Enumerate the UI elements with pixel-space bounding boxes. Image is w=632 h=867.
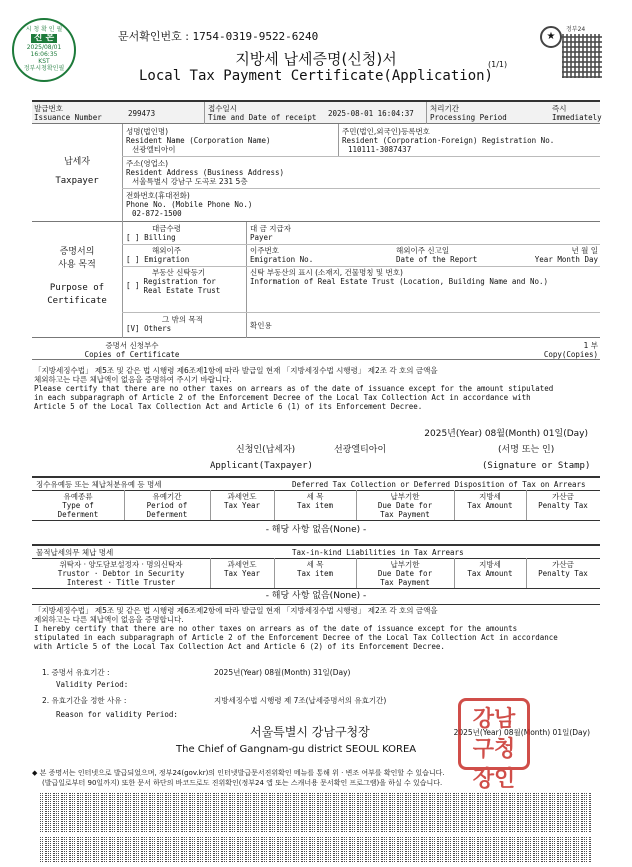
- purpose-label-ko-2: 사용 목적: [58, 260, 96, 270]
- deferral-header-2-en1: Tax Year: [223, 501, 261, 510]
- deferral-header-0-en1: Type of: [62, 501, 94, 510]
- deferral-header-6: [526, 492, 600, 510]
- statement-certify-en-1: I hereby certify that there are no other taxes on arrears as of the date of issuance except for the amounts: [34, 624, 518, 633]
- deferral-title-en: Deferred Tax Collection or Deferred Disposition of Tax on Arrears: [292, 480, 586, 489]
- trust-info-label-en: Information of Real Estate Trust (Location, Building Name and No.): [250, 277, 549, 286]
- payer-label-en: Payer: [250, 233, 273, 242]
- period-label-ko: 처리기간: [430, 104, 459, 113]
- reason-value: 지방세징수법 시행령 제 7조(납세증명서의 유효기간): [214, 696, 387, 705]
- inkind-header-5: [526, 560, 600, 578]
- emigration-label-ko: 해외이주: [152, 246, 181, 255]
- deferral-header-1-ko: 유예기간: [152, 492, 182, 501]
- taxpayer-address: 서울특별시 강남구 도곡로 231 5층: [132, 177, 248, 186]
- statement-certify: [34, 606, 600, 651]
- inkind-title-ko: 물적납세의무 체납 명세: [36, 548, 114, 557]
- deferral-header-3-ko: 세 목: [306, 492, 324, 501]
- copies-value-ko: 1 부: [583, 341, 598, 350]
- trust-label-ko: 부동산 신탁등기: [152, 268, 206, 277]
- deferral-header-3-en1: Tax item: [296, 501, 334, 510]
- applicant-name: 선광엘티아이: [334, 445, 387, 455]
- address-label-ko: 주소(영업소): [126, 159, 169, 168]
- inkind-header-2: [274, 560, 356, 578]
- trust-label-en-1: Registration for: [143, 277, 216, 286]
- other-checkbox[interactable]: [V]: [126, 324, 140, 333]
- taxpayer-label-en: Taxpayer: [55, 176, 99, 186]
- ymd-label-ko: 년 월 일: [571, 246, 598, 255]
- seal-kst: KST: [38, 58, 50, 65]
- seal-main-text: 진 본: [31, 34, 58, 43]
- inkind-none: - 해당 사항 없음(None) -: [265, 591, 367, 601]
- other-label-en: Others: [144, 324, 172, 333]
- emigration-no-label-en: Emigration No.: [250, 255, 314, 264]
- inkind-header-4: [454, 560, 526, 578]
- deferral-header-4-ko: 납부기한: [390, 492, 420, 501]
- inkind-header-2-en1: Tax item: [296, 569, 334, 578]
- copies-label-en: Copies of Certificate: [84, 350, 180, 359]
- page-info: (1/1): [488, 60, 508, 69]
- inkind-header-5-ko: 가산금: [552, 560, 574, 569]
- inkind-header-3-en1: Due Date for: [377, 569, 433, 578]
- taxpayer-section: [32, 124, 600, 222]
- brand-label: 정부24: [566, 26, 586, 33]
- footer-line-1: ◆ 본 증명서는 인터넷으로 발급되었으며, 정부24(gov.kr)의 인터넷발급문서진위확인 메뉴를 통해 위 · 변조 여부를 확인할 수 있습니다.: [32, 769, 445, 777]
- statement-request-en-3: Article 5 of the Local Tax Collection Act and Article 6 (1) of its Enforcement Decree.: [34, 402, 423, 411]
- phone-label-ko: 전화번호(휴대전화): [126, 191, 190, 200]
- gov24-logo-icon: ★: [540, 26, 562, 48]
- sign-label-en: (Signature or Stamp): [482, 461, 591, 471]
- application-table: [32, 100, 602, 359]
- statement-request-ko-1: 「지방세징수법」 제5조 및 같은 법 시행령 제6조제1항에 따라 발급일 현재 「지방세징수법 시행령」 제2조 각 호의 금액을: [34, 366, 438, 375]
- validity-value: 2025년(Year) 08월(Month) 31일(Day): [214, 668, 351, 677]
- inkind-header-1-ko: 과세연도: [227, 560, 257, 569]
- deferral-none: - 해당 사항 없음(None) -: [265, 525, 367, 535]
- deferral-header-1-en1: Period of: [146, 501, 188, 510]
- official-stamp: 강남구청장인: [458, 698, 530, 770]
- document-number-label: 문서확인번호 :: [118, 30, 189, 43]
- validity-label-ko: 1. 증명서 유효기간 :: [42, 668, 110, 677]
- inkind-header-0-ko: 위탁자 · 양도담보설정자 · 명의신탁자: [59, 560, 183, 569]
- period-value-ko: 즉시: [552, 104, 567, 113]
- seal-time: 16:06:35: [30, 51, 58, 58]
- statement-certify-en-2: stipulated in each subparagraph of Article 2 of the Enforcement Decree of the Local Tax Collection Act in accordance: [34, 633, 558, 642]
- page-title-en: Local Tax Payment Certificate(Application): [138, 68, 493, 84]
- address-label-en: Resident Address (Business Address): [126, 168, 285, 177]
- inkind-header-2-ko: 세 목: [306, 560, 324, 569]
- inkind-header-4-ko: 지방세: [479, 560, 501, 569]
- deferral-header-0-en2: Deferment: [57, 510, 99, 519]
- deferral-header-2-ko: 과세연도: [227, 492, 257, 501]
- footer-line-2: (발급일로부터 90일까지) 또한 문서 하단의 바코드로도 진위확인(정부24 앱 또는 스캐너용 문서확인 프로그램)을 하실 수 있습니다.: [42, 779, 443, 787]
- seal-date: 2025/08/01: [26, 44, 62, 51]
- seal-top-text: 시 청 확 인 필: [25, 26, 63, 33]
- reason-label-ko: 2. 유효기간을 정한 사유 :: [42, 696, 127, 705]
- issue-number-label-ko: 발급번호: [34, 104, 63, 113]
- statement-certify-en-3: with Article 5 of the Local Tax Collection Act and Article 6 (2) of its Enforcement Decree.: [34, 642, 445, 651]
- validity-label-en: Validity Period:: [56, 680, 129, 689]
- deferral-header-0: [32, 492, 124, 519]
- deferral-header-4: [356, 492, 454, 519]
- sign-label-ko: (서명 또는 인): [498, 445, 555, 455]
- issue-date: 2025년(Year) 08월(Month) 01일(Day): [453, 728, 590, 737]
- name-label-en: Resident Name (Corporation Name): [126, 136, 271, 145]
- verification-barcode-2: [40, 836, 592, 862]
- applicant-label-en: Applicant(Taxpayer): [210, 461, 313, 471]
- copies-label-ko: 증명서 신청부수: [105, 341, 159, 350]
- application-date: 2025년(Year) 08월(Month) 01일(Day): [424, 429, 588, 439]
- receipt-label-ko: 접수일시: [208, 104, 237, 113]
- taxpayer-name: 선광엘티아이: [132, 145, 176, 154]
- receipt-label-en: Time and Date of receipt: [208, 113, 317, 122]
- deferral-header-1-en2: Deferment: [146, 510, 188, 519]
- deferral-header-2: [210, 492, 274, 510]
- inkind-header-3-en2: Tax Payment: [380, 578, 430, 587]
- issuer-name-ko: 서울특별시 강남구청장: [250, 725, 370, 739]
- deferral-header-5-en1: Tax Amount: [467, 501, 513, 510]
- payer-label-ko: 대 금 지급자: [250, 224, 291, 233]
- trust-checkbox[interactable]: [ ]: [126, 281, 140, 290]
- inkind-header-0-en1: Trustor · Debtor in Security: [57, 569, 185, 578]
- inkind-header-0-en2: Interest · Title Truster: [66, 578, 176, 587]
- period-value-en: Immediately: [552, 113, 602, 122]
- emigration-label-en: Emigration: [144, 255, 190, 264]
- reason-label-en: Reason for validity Period:: [56, 710, 178, 719]
- inkind-header-3: [356, 560, 454, 587]
- statement-request: [34, 366, 600, 411]
- statement-certify-ko-1: 「지방세징수법」 제5조 및 같은 법 시행령 제6조제2항에 따라 발급일 현재 「지방세징수법 시행령」 제2조 각 호의 금액을: [34, 606, 438, 615]
- billing-label-ko: 대금수령: [152, 224, 181, 233]
- trust-label-en-2: Real Estate Trust: [143, 286, 221, 295]
- document-number-value: 1754-0319-9522-6240: [192, 30, 319, 43]
- trust-info-label-ko: 신탁 부동산의 표시 (소재지, 건물명칭 및 번호): [250, 268, 403, 277]
- statement-request-en-2: in each subparagraph of Article 2 of the Enforcement Decree of the Local Tax Collection Act in accordance with: [34, 393, 531, 402]
- copies-value-en: Copy(Copies): [543, 350, 598, 359]
- emigration-no-label-ko: 이주번호: [250, 246, 279, 255]
- billing-checkbox[interactable]: [ ]: [126, 233, 140, 242]
- deferral-header-0-ko: 유예종류: [63, 492, 93, 501]
- qr-code-icon: [562, 34, 602, 78]
- regno-label-en: Resident (Corporation·Foreign) Registration No.: [342, 136, 555, 145]
- deferral-header-3: [274, 492, 356, 510]
- billing-label-en: Billing: [144, 233, 176, 242]
- receipt-datetime: 2025-08-01 16:04:37: [328, 109, 414, 118]
- statement-request-ko-2: 체외하고는 다른 체납액이 없음을 증명하여 주시기 바랍니다.: [34, 375, 232, 384]
- statement-request-en-1: Please certify that there are no other taxes on arrears as of the date of issuance except for the amount stipulated: [34, 384, 554, 393]
- other-purpose-value: 확인용: [250, 321, 272, 330]
- emigration-checkbox[interactable]: [ ]: [126, 255, 140, 264]
- purpose-section: [32, 222, 600, 338]
- seal-bottom-text: 정부시청확인필: [23, 65, 65, 72]
- inkind-header-1-en1: Tax Year: [223, 569, 261, 578]
- copies-row: [32, 338, 600, 360]
- inkind-header-3-ko: 납부기한: [390, 560, 420, 569]
- inkind-header-0: [32, 560, 210, 587]
- taxpayer-label-ko: 납세자: [63, 157, 91, 167]
- period-label-en: Processing Period: [430, 113, 507, 122]
- inkind-title-en: Tax-in-kind Liabilities in Tax Arrears: [292, 548, 464, 557]
- inkind-header-5-en1: Penalty Tax: [538, 569, 588, 578]
- taxpayer-phone: 02-872-1500: [132, 209, 182, 218]
- deferral-title-ko: 징수유예등 또는 체납처분유예 등 명세: [36, 480, 162, 489]
- document-number: [118, 28, 318, 44]
- inkind-header-4-en1: Tax Amount: [467, 569, 513, 578]
- issue-number-label-en: Issuance Number: [34, 113, 102, 122]
- ymd-label-en: Year Month Day: [534, 255, 598, 264]
- deferral-header-5: [454, 492, 526, 510]
- issue-row: [32, 102, 600, 124]
- name-label-ko: 성명(법인명): [126, 127, 169, 136]
- registration-number: 110111-3087437: [348, 145, 412, 154]
- applicant-label-ko: 신청인(납세자): [236, 445, 296, 455]
- deferral-header-6-ko: 가산금: [552, 492, 574, 501]
- deferral-header-6-en1: Penalty Tax: [538, 501, 588, 510]
- report-date-label-en: Date of the Report: [396, 255, 478, 264]
- regno-label-ko: 주민(법인,외국인)등록번호: [342, 127, 430, 136]
- verification-barcode-1: [40, 792, 592, 832]
- other-label-ko: 그 밖의 목적: [162, 315, 203, 324]
- statement-certify-ko-2: 제외하고는 다른 체납액이 없음을 증명합니다.: [34, 615, 184, 624]
- footer-notice: [32, 768, 600, 788]
- issuer-name-en: The Chief of Gangnam-gu district SEOUL KOREA: [176, 744, 417, 755]
- purpose-label-en-1: Purpose of: [49, 283, 105, 293]
- deferral-header-4-en2: Tax Payment: [380, 510, 430, 519]
- phone-label-en: Phone No. (Mobile Phone No.): [126, 200, 253, 209]
- deferral-header-4-en1: Due Date for: [377, 501, 433, 510]
- inkind-header-1: [210, 560, 274, 578]
- deferral-header-1: [124, 492, 210, 519]
- page-title-ko: 지방세 납세증명(신청)서: [235, 50, 397, 68]
- purpose-label-ko-1: 증명서의: [59, 247, 95, 257]
- deferral-header-5-ko: 지방세: [479, 492, 501, 501]
- issue-number: 299473: [128, 109, 156, 118]
- report-date-label-ko: 해외이주 신고일: [396, 246, 450, 255]
- purpose-label-en-2: Certificate: [47, 296, 107, 306]
